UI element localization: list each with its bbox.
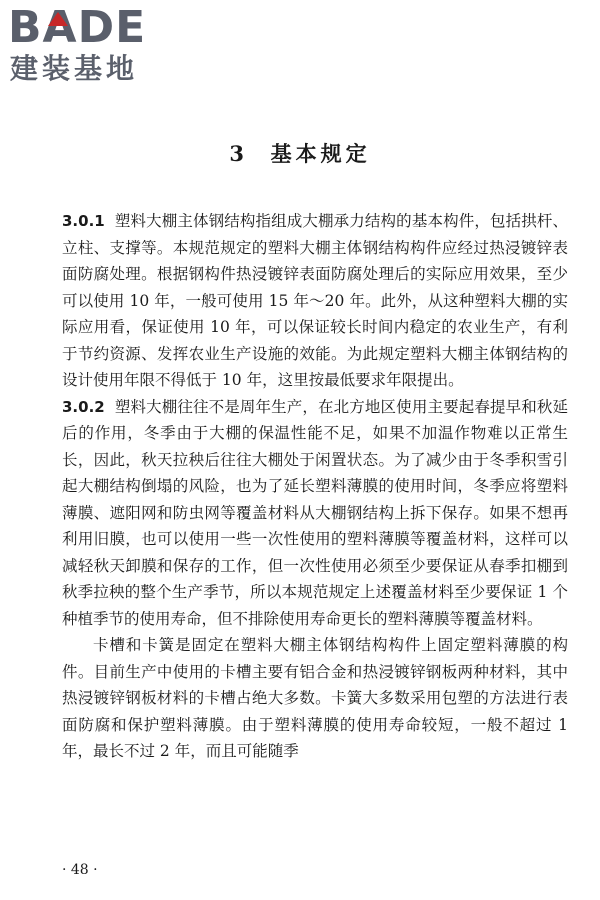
logo-accent-icon [48, 12, 68, 26]
clause-3-0-1 [62, 208, 568, 394]
clause-text: 塑料大棚主体钢结构指组成大棚承力结构的基本构件，包括拱杆、立柱、支撑等。本规范规定的塑料大棚主体钢结构构件应经过热浸镀锌表面防腐处理。根据钢构件热浸镀锌表面防腐处理后的实际应用效果，至少可以使用 10 年，一般可使用 15 年～20 年。此外，从这种塑料大棚的实际应用看，保证使用 10 年，可以保证较长时间内稳定的农业生产，有利于节约资源、发挥农业生产设施的效能。为此规定塑料大棚主体钢结构的设计使用年限不得低于 10 年，这里按最低要求年限提出。 [62, 212, 568, 389]
page-body [62, 208, 568, 765]
clause-text: 塑料大棚往往不是周年生产，在北方地区使用主要起春提早和秋延后的作用，冬季由于大棚的保温性能不足，如果不加温作物难以正常生长，因此，秋天拉秧后往往大棚处于闲置状态。为了减少由于冬季积雪引起大棚结构倒塌的风险，也为了延长塑料薄膜的使用时间，冬季应将塑料薄膜、遮阳网和防虫网等覆盖材料从大棚钢结构上拆下保存。如果不想再利用旧膜，也可以使用一些一次性使用的塑料薄膜等覆盖材料，这样可以减轻秋天卸膜和保存的工作，但一次性使用必须至少要保证从春季扣棚到秋季拉秧的整个生产季节，所以本规范规定上述覆盖材料至少要保证 1 个种植季节的使用寿命，但不排除使用寿命更长的塑料薄膜等覆盖材料。 [62, 397, 568, 628]
chapter-title-text: 基本规定 [270, 141, 371, 166]
clause-number: 3.0.2 [62, 397, 105, 416]
continuation-paragraph: 卡槽和卡簧是固定在塑料大棚主体钢结构构件上固定塑料薄膜的构件。目前生产中使用的卡槽主要有铝合金和热浸镀锌钢板两种材料，其中热浸镀锌钢板材料的卡槽占绝大多数。卡簧大多数采用包塑的方法进行表面防腐和保护塑料薄膜。由于塑料薄膜的使用寿命较短，一般不超过 1 年，最长不过 2 年，而且可能随季 [62, 636, 568, 760]
chapter-title [0, 138, 600, 168]
clause-3-0-2 [62, 394, 568, 633]
logo-mark: BADE [8, 2, 147, 53]
chapter-number: 3 [229, 141, 248, 166]
page-number: · 48 · [62, 862, 98, 878]
logo-subtitle: 建装基地 [10, 52, 139, 85]
clause-number: 3.0.1 [62, 212, 105, 230]
brand-logo [8, 2, 178, 86]
